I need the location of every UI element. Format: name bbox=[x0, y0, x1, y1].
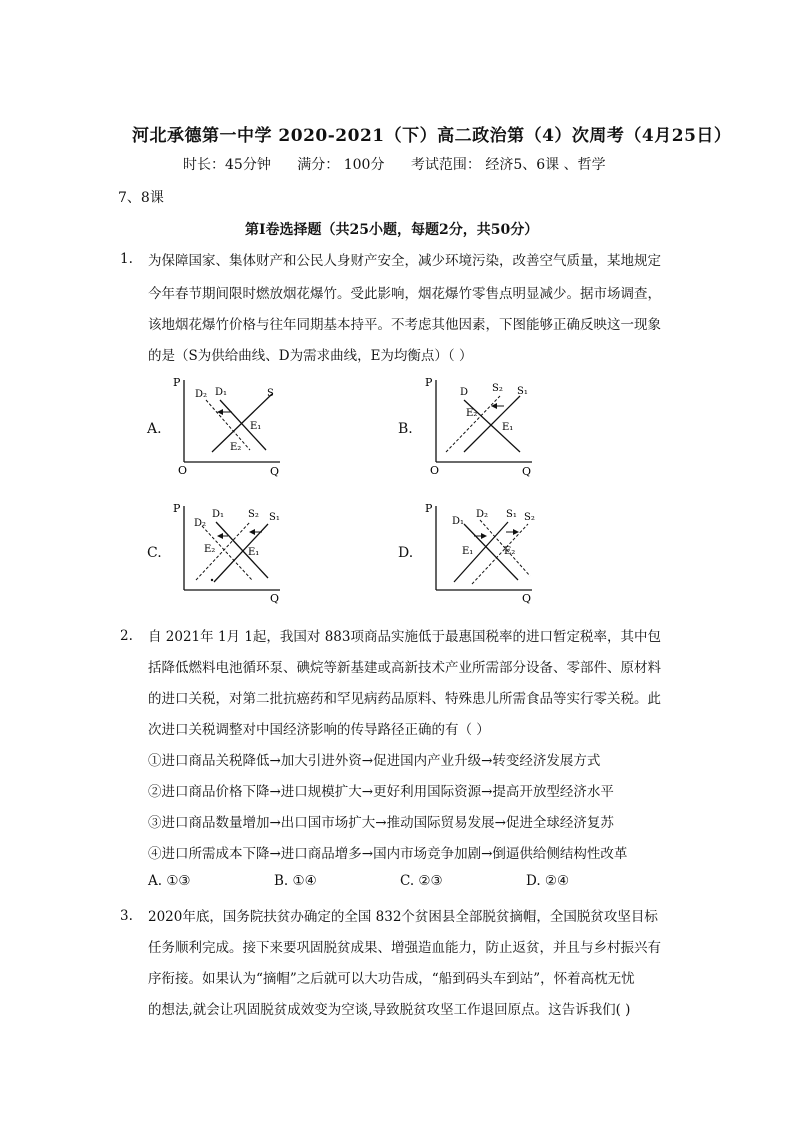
label-d1: D₁ bbox=[212, 509, 225, 520]
origin-label: O bbox=[178, 464, 188, 477]
label-s1: S₁ bbox=[269, 512, 280, 523]
question-text-line: 的进口关税，对第二批抗癌药和罕见病药品原料、特殊患儿所需食品等实行零关税。此 bbox=[148, 691, 661, 707]
question-text-line: 自 2021年 1月 1起，我国对 883项商品实施低于最惠国税率的进口暂定税率，其中包 bbox=[148, 629, 661, 645]
label-e1: E₁ bbox=[502, 422, 514, 433]
graph-d bbox=[420, 498, 540, 608]
question-text-line: 该地烟花爆竹价格与往年同期基本持平。不考虑其他因素，下图能够正确反映这一现象 bbox=[148, 317, 661, 333]
label-d1: D₁ bbox=[452, 516, 465, 527]
label-e2: E₂ bbox=[204, 544, 216, 555]
graph-b bbox=[420, 372, 540, 482]
label-s: S bbox=[267, 388, 274, 399]
label-s1: S₁ bbox=[517, 386, 528, 397]
label-s1: S₁ bbox=[506, 509, 517, 520]
label-s2: S₂ bbox=[248, 509, 259, 520]
graph-a bbox=[168, 372, 288, 482]
answer-choice-d[interactable]: D. ②④ bbox=[526, 873, 570, 889]
label-d2: D₂ bbox=[195, 389, 208, 400]
supply-curve-s1 bbox=[214, 524, 268, 582]
answer-choice-b[interactable]: B. ①④ bbox=[274, 873, 317, 889]
question-text-line: 2020年底，国务院扶贫办确定的全国 832个贫困县全部脱贫摘帽，全国脱贫攻坚目标 bbox=[148, 909, 658, 925]
question-text-line: 的想法,就会让巩固脱贫成效变为空谈,导致脱贫攻坚工作退回原点。这告诉我们( ) bbox=[148, 1002, 631, 1018]
exam-scope-continued: 7、8课 bbox=[118, 190, 164, 206]
exam-info bbox=[183, 154, 628, 174]
statement-item: ②进口商品价格下降→进口规模扩大→更好利用国际资源→提高开放型经济水平 bbox=[148, 784, 614, 800]
label-e1: E₁ bbox=[250, 421, 262, 432]
section-heading: 第Ⅰ卷选择题（共25小题，每题2分，共50分） bbox=[245, 222, 539, 238]
label-d: D bbox=[460, 387, 469, 398]
graph-c bbox=[168, 498, 288, 608]
axis-p-label: P bbox=[425, 502, 433, 515]
duration: 时长：45分钟 bbox=[183, 157, 271, 173]
question-number: 2. bbox=[120, 628, 133, 644]
question-text-line: 为保障国家、集体财产和公民人身财产安全，减少环境污染，改善空气质量，某地规定 bbox=[148, 253, 661, 269]
supply-curve-s2 bbox=[472, 524, 528, 584]
question-text-line: 括降低燃料电池循环泵、碘烷等新基建或高新技术产业所需部分设备、零部件、原材料 bbox=[148, 660, 661, 676]
axis-q-label: Q bbox=[522, 592, 532, 605]
axis-p-label: P bbox=[173, 502, 181, 515]
question-text-line: 的是（S为供给曲线、D为需求曲线，E为均衡点）（ ） bbox=[148, 348, 473, 364]
statement-item: ③进口商品数量增加→出口国市场扩大→推动国际贸易发展→促进全球经济复苏 bbox=[148, 815, 614, 831]
question-text-line: 任务顺利完成。接下来要巩固脱贫成果、增强造血能力，防止返贫，并且与乡村振兴有 bbox=[148, 940, 661, 956]
question-number: 1. bbox=[120, 251, 133, 267]
label-e2: E₂ bbox=[466, 408, 478, 419]
answer-choice-a[interactable]: A. ①③ bbox=[148, 873, 191, 889]
statement-item: ①进口商品关税降低→加大引进外资→促进国内产业升级→转变经济发展方式 bbox=[148, 753, 601, 769]
axis-p-label: P bbox=[173, 376, 181, 389]
question-number: 3. bbox=[120, 908, 133, 924]
label-d2: D₂ bbox=[476, 509, 489, 520]
origin-label: O bbox=[430, 464, 440, 477]
option-b-label: B. bbox=[398, 421, 413, 437]
question-text-line: 次进口关税调整对中国经济影响的传导路径正确的有（ ） bbox=[148, 722, 490, 738]
label-e2: E₂ bbox=[504, 546, 516, 557]
axis-q-label: Q bbox=[522, 465, 532, 478]
supply-curve-s bbox=[212, 394, 272, 452]
option-d-label: D. bbox=[398, 545, 414, 561]
label-e2: E₂ bbox=[230, 442, 242, 453]
axis-q-label: Q bbox=[270, 465, 280, 478]
exam-scope: 考试范围： 经济5、6课 、哲学 bbox=[410, 157, 606, 173]
dot-mark bbox=[211, 579, 213, 581]
label-d1: D₁ bbox=[215, 387, 228, 398]
label-e1: E₁ bbox=[248, 547, 260, 558]
label-s2: S₂ bbox=[524, 512, 535, 523]
statement-item: ④进口所需成本下降→进口商品增多→国内市场竞争加剧→倒逼供给侧结构性改革 bbox=[148, 846, 628, 862]
full-score: 满分： 100分 bbox=[297, 157, 385, 173]
option-c-label: C. bbox=[147, 545, 162, 561]
axis-q-label: Q bbox=[270, 592, 280, 605]
label-s2: S₂ bbox=[492, 383, 503, 394]
exam-title: 河北承德第一中学 2020-2021（下）高二政治第（4）次周考（4月25日） bbox=[132, 126, 732, 146]
answer-choice-c[interactable]: C. ②③ bbox=[400, 873, 443, 889]
axis-p-label: P bbox=[425, 376, 433, 389]
label-e1: E₁ bbox=[462, 546, 474, 557]
option-a-label: A. bbox=[147, 421, 162, 437]
question-text-line: 今年春节期间限时燃放烟花爆竹。受此影响，烟花爆竹零售点明显减少。据市场调查， bbox=[148, 286, 661, 302]
label-d2: D₂ bbox=[194, 518, 207, 529]
question-text-line: 序衔接。如果认为“摘帽”之后就可以大功告成，“船到码头车到站”，怀着高枕无忧 bbox=[148, 971, 635, 987]
